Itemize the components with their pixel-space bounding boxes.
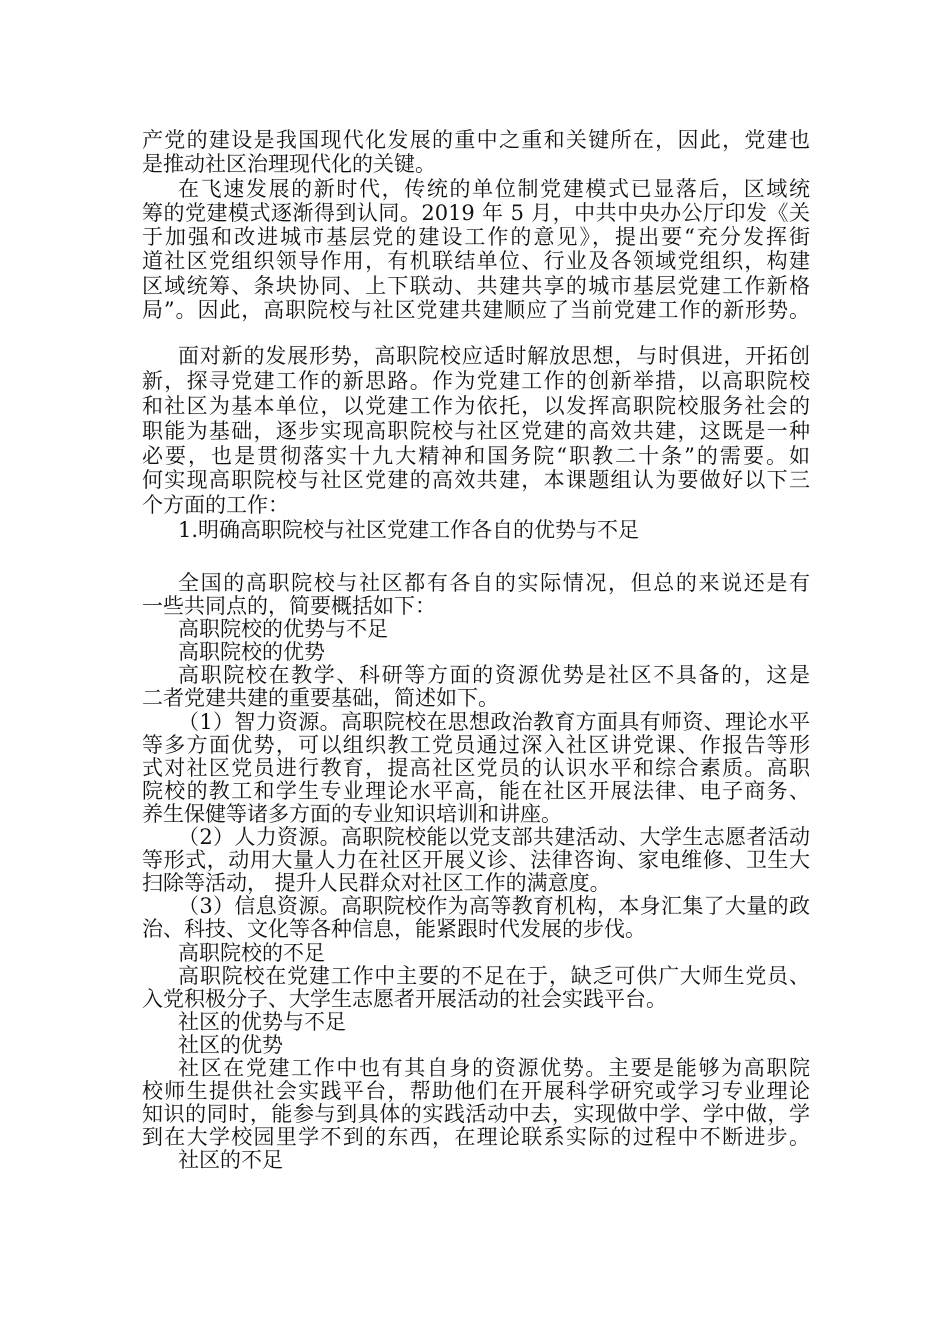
text-line: 产党的建设是我国现代化发展的重中之重和关键所在，因此，党建也 [142,128,810,152]
text-line: 式对社区党员进行教育，提高社区党员的认识水平和综合素质。高职 [142,755,810,780]
text-line: 高职院校的不足 [178,940,325,965]
text-line: （3）信息资源。高职院校作为高等教育机构，本身汇集了大量的政 [178,894,810,919]
text-line: 社区的优势 [178,1032,283,1057]
text-line: 高职院校在教学、科研等方面的资源优势是社区不具备的，这是 [178,663,810,688]
text-line: 新，探寻党建工作的新思路。作为党建工作的创新举措，以高职院校 [142,368,810,393]
text-line: 养生保健等诸多方面的专业知识培训和讲座。 [142,801,562,826]
text-line: 高职院校的优势 [178,640,325,665]
text-line: 何实现高职院校与社区党建的高效共建，本课题组认为要做好以下三 [142,468,810,493]
text-line: 校师生提供社会实践平台，帮助他们在开展科学研究或学习专业理论 [142,1079,810,1104]
text-line: 社区的不足 [178,1148,283,1173]
text-line: 于加强和改进城市基层党的建设工作的意见》，提出要“充分发挥街 [142,225,810,250]
text-line: 治、科技、文化等各种信息，能紧跟时代发展的步伐。 [142,917,646,942]
text-line: 区域统筹、条块协同、上下联动、共建共享的城市基层党建工作新格 [142,273,810,298]
text-line: 和社区为基本单位，以党建工作为依托，以发挥高职院校服务社会的 [142,393,810,418]
text-line: 二者党建共建的重要基础，简述如下。 [142,686,499,711]
text-line: 全国的高职院校与社区都有各自的实际情况，但总的来说还是有 [178,571,810,595]
text-line: 院校的教工和学生专业理论水平高，能在社区开展法律、电子商务、 [142,778,810,803]
text-line: 是推动社区治理现代化的关键。 [142,152,436,177]
text-line: 到在大学校园里学不到的东西，在理论联系实际的过程中不断进步。 [142,1125,810,1150]
paragraph-block-1 [142,128,810,322]
text-line: 入党积极分子、大学生志愿者开展活动的社会实践平台。 [142,986,667,1011]
text-line: 个方面的工作： [142,493,289,518]
text-line: 等多方面优势，可以组织教工党员通过深入社区讲党课、作报告等形 [142,732,810,757]
text-line: 社区的优势与不足 [178,1009,346,1034]
text-line: 社区在党建工作中也有其自身的资源优势。主要是能够为高职院 [178,1055,810,1080]
text-line: 高职院校在党建工作中主要的不足在于，缺乏可供广大师生党员、 [178,963,810,988]
text-line: （1）智力资源。高职院校在思想政治教育方面具有师资、理论水平 [178,709,810,734]
paragraph-block-2 [142,344,810,543]
text-line: 等形式，动用大量人力在社区开展义诊、法律咨询、家电维修、卫生大 [142,848,810,873]
text-line: 筹的党建模式逐渐得到认同。2019 年 5 月，中共中央办公厅印发《关 [142,200,810,225]
text-line: 1.明确高职院校与社区党建工作各自的优势与不足 [178,518,640,543]
text-line: 道社区党组织领导作用，有机联结单位、行业及各领域党组织，构建 [142,249,810,274]
text-line: 在飞速发展的新时代，传统的单位制党建模式已显落后，区域统 [178,176,810,201]
text-line: 职能为基础，逐步实现高职院校与社区党建的高效共建，这既是一种 [142,418,810,443]
text-line: （2）人力资源。高职院校能以党支部共建活动、大学生志愿者活动 [178,825,810,850]
text-line: 扫除等活动， 提升人民群众对社区工作的满意度。 [142,871,611,896]
text-line: 局”。因此，高职院校与社区党建共建顺应了当前党建工作的新形势。 [142,298,810,323]
text-line: 高职院校的优势与不足 [178,617,388,642]
text-line: 必要，也是贯彻落实十九大精神和国务院“职教二十条”的需要。如 [142,443,810,468]
paragraph-block-3 [142,572,810,1172]
text-line: 一些共同点的，简要概括如下： [142,594,436,619]
text-line: 面对新的发展形势，高职院校应适时解放思想，与时俱进，开拓创 [178,344,810,368]
text-line: 知识的同时，能参与到具体的实践活动中去，实现做中学、学中做，学 [142,1102,810,1127]
